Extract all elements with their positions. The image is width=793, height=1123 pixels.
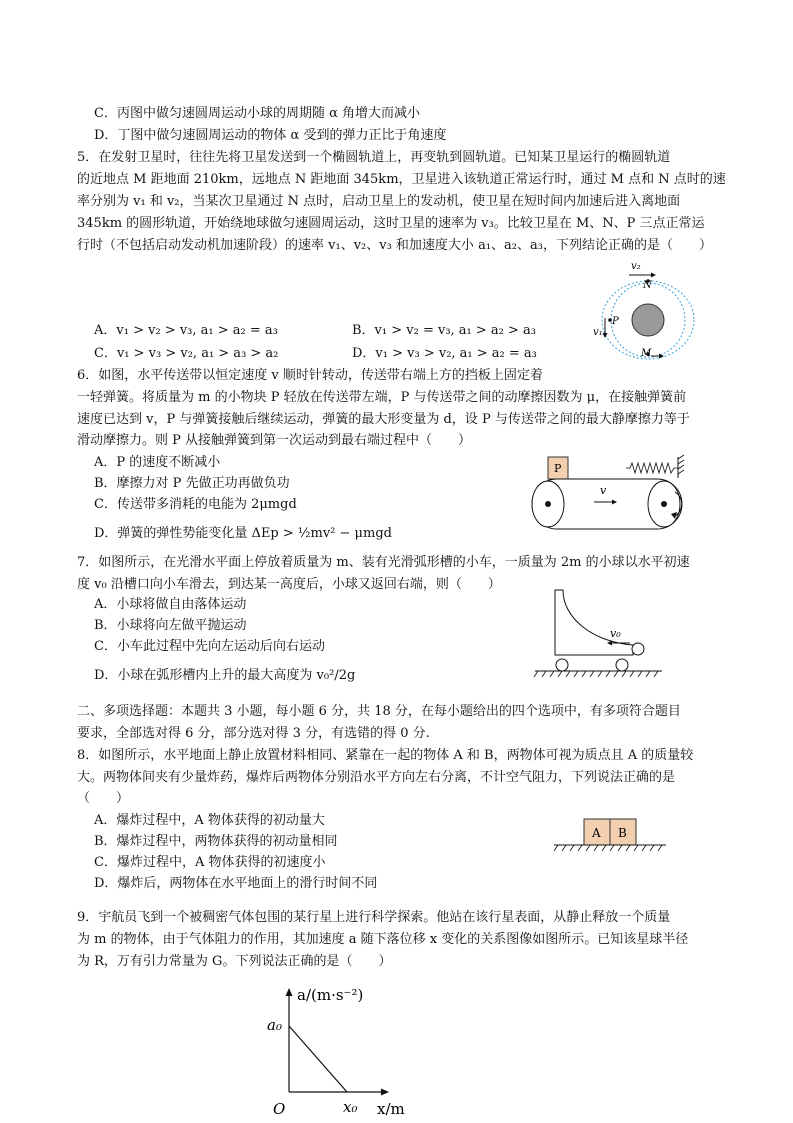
q5-stem-line-5: 行时（不包括启动发动机加速阶段）的速率 v₁、v₂、v₃ 和加速度大小 a₁、a₂、a₃，下列结论正确的是（ ） (77, 238, 712, 253)
svg-text:P: P (554, 462, 562, 475)
q5-stem-line-4: 345km 的圆形轨道，开始绕地球做匀速圆周运动，这时卫星的速率为 v₃。比较卫星在 M、N、P 三点正常运 (77, 216, 705, 231)
q6-stem-line-3: 速度已达到 v，P 与弹簧接触后继续运动，弹簧的最大形变量为 d，设 P 与传送带之间的最大静摩擦力等于 (77, 412, 690, 427)
q9-stem-line-2: 为 m 的物体，由于气体阻力的作用，其加速度 a 随下落位移 x 变化的关系图像如图所示。已知该星球半径 (77, 932, 689, 947)
q4-option-c: C．丙图中做匀速圆周运动小球的周期随 α 角增大而减小 (94, 106, 420, 121)
q7-option-c: C．小车此过程中先向左运动后向右运动 (94, 639, 325, 654)
graph-y0: a₀ (267, 1016, 282, 1034)
q6-option-b: B．摩擦力对 P 先做正功再做负功 (94, 476, 290, 491)
q7-stem-line-1: 7．如图所示，在光滑水平面上停放着质量为 m、装有光滑弧形槽的小车，一质量为 2m 的小球以水平初速 (77, 555, 690, 570)
q8-stem-line-2: 大。两物体间夹有少量炸药，爆炸后两物体分别沿水平方向左右分离，不计空气阻力，下列说法正确的是 (77, 770, 676, 785)
label-v2: v₂ (631, 261, 641, 272)
svg-text:B: B (618, 826, 627, 840)
conveyor-diagram (528, 454, 700, 534)
graph-ylabel: a/(m·s⁻²) (297, 986, 364, 1004)
q8-option-a: A．爆炸过程中，A 物体获得的初动量大 (94, 813, 325, 828)
ball (632, 643, 644, 655)
q7-option-d: D．小球在弧形槽内上升的最大高度为 v₀²/2g (94, 668, 356, 683)
q7-stem-line-2: 度 v₀ 沿槽口向小车滑去，到达某一高度后，小球又返回右端，则（ ） (77, 577, 501, 592)
q8-option-b: B．爆炸过程中，两物体获得的初动量相同 (94, 834, 338, 849)
blocks-diagram (552, 815, 672, 857)
q8-option-c: C．爆炸过程中，A 物体获得的初速度小 (94, 855, 326, 870)
svg-text:A: A (592, 826, 601, 840)
label-v0: v₀ (610, 627, 621, 640)
label-v1: v₁ (593, 327, 603, 338)
label-n: N (643, 280, 652, 291)
orbit-diagram (585, 258, 695, 362)
q9-stem-line-3: 为 R，万有引力常量为 G。下列说法正确的是（ ） (77, 954, 392, 969)
q6-stem-line-4: 滑动摩擦力。则 P 从接触弹簧到第一次运动到最右端过程中（ ） (77, 433, 472, 448)
q5-stem-line-3: 率分别为 v₁ 和 v₂，当某次卫星通过 N 点时，启动卫星上的发动机，使卫星在短时间内加速后进入离地面 (77, 194, 681, 209)
section2-line-1: 二、多项选择题：本题共 3 小题，每小题 6 分，共 18 分，在每小题给出的四个选项中，有多项符合题目 (77, 704, 681, 719)
q8-stem-line-1: 8．如图所示，水平地面上静止放置材料相同、紧靠在一起的物体 A 和 B，两物体可视为质点且 A 的质量较 (77, 748, 694, 763)
cart-body (555, 590, 633, 655)
label-m: M (641, 348, 652, 359)
graph-origin: O (273, 1100, 286, 1118)
q8-stem-line-3: （ ） (77, 791, 130, 806)
q5-option-a: A．v₁ > v₂ > v₃, a₁ > a₂ = a₃ (94, 323, 278, 338)
q5-stem-line-2: 的近地点 M 距地面 210km，远地点 N 距地面 345km，卫星进入该轨道正常运行时，通过 M 点和 N 点时的速 (77, 172, 726, 187)
q5-stem-line-1: 5．在发射卫星时，往往先将卫星发送到一个椭圆轨道上，再变轨到圆轨道。已知某卫星运行的椭圆轨道 (77, 150, 671, 165)
graph-x0: x₀ (343, 1098, 358, 1116)
q6-option-d: D．弹簧的弹性势能变化量 ΔEp > ½mv² − μmgd (94, 526, 392, 541)
q7-option-b: B．小球将向左做平抛运动 (94, 618, 247, 633)
earth (632, 304, 664, 336)
q7-option-a: A．小球将做自由落体运动 (94, 597, 247, 612)
q6-stem-line-2: 一轻弹簧。将质量为 m 的小物块 P 轻放在传送带左端，P 与传送带之间的动摩擦因数为 μ，在接触弹簧前 (77, 390, 687, 405)
q5-option-c: C．v₁ > v₃ > v₂, a₁ > a₃ > a₂ (94, 346, 279, 361)
q4-option-d: D．丁图中做匀速圆周运动的物体 α 受到的弹力正比于角速度 (94, 128, 447, 143)
label-p: P (612, 316, 619, 327)
q9-stem-line-1: 9．宇航员飞到一个被稠密气体包围的某行星上进行科学探索。他站在该行星表面，从静止释放一个质量 (77, 910, 671, 925)
section2-line-2: 要求，全部选对得 6 分，部分选对得 3 分，有选错的得 0 分. (77, 726, 430, 741)
q6-option-c: C．传送带多消耗的电能为 2μmgd (94, 497, 297, 512)
spring (626, 463, 678, 473)
graph-line (289, 1026, 347, 1092)
q6-stem-line-1: 6．如图，水平传送带以恒定速度 v 顺时针转动，传送带右端上方的挡板上固定着 (77, 368, 543, 383)
cart-diagram (530, 585, 670, 685)
q5-option-d: D．v₁ > v₃ > v₂, a₁ > a₂ = a₃ (352, 346, 537, 361)
label-v: v (600, 484, 607, 497)
q8-option-d: D．爆炸后，两物体在水平地面上的滑行时间不同 (94, 876, 378, 891)
graph-xlabel: x/m (377, 1100, 405, 1118)
q6-option-a: A．P 的速度不断减小 (94, 455, 221, 470)
acceleration-graph (265, 980, 425, 1120)
q5-option-b: B．v₁ > v₂ = v₃, a₁ > a₂ > a₃ (352, 323, 536, 338)
